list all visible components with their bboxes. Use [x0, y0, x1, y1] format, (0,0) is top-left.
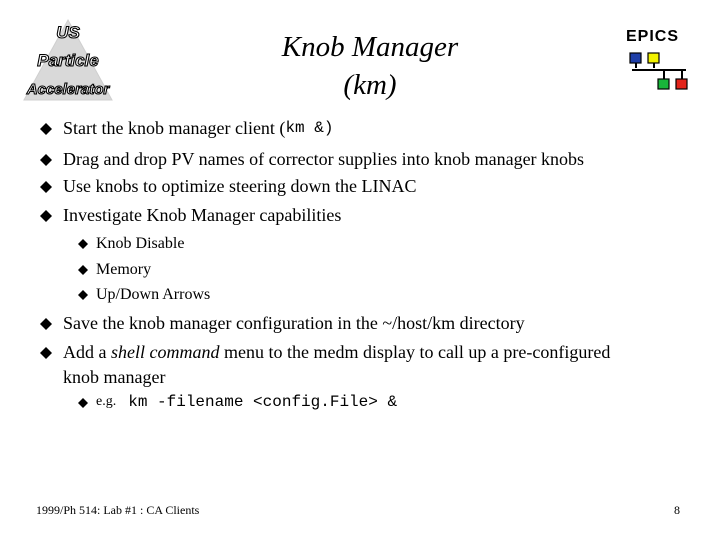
epics-label: EPICS: [626, 28, 680, 45]
us-particle-accelerator-logo: [22, 18, 114, 104]
epics-network-icon: [626, 50, 692, 94]
epics-logo: [626, 28, 696, 94]
bullet-item-shell-command: Add a shell command menu to the medm display to call up a pre-configured: [63, 342, 611, 362]
bullet-diamond-icon: [40, 318, 52, 330]
sub-item-memory: Memory: [96, 261, 152, 278]
footer-course-label: 1999/Ph 514: Lab #1 : CA Clients: [36, 503, 200, 517]
svg-text:Particle: Particle: [37, 51, 99, 70]
sub-item-knob-disable: Knob Disable: [96, 235, 185, 252]
page-title: [240, 28, 500, 104]
sub-bullet-diamond-icon: [78, 290, 88, 300]
bullet-diamond-icon: [40, 347, 52, 359]
title-line-1: Knob Manager: [281, 31, 459, 63]
bullet-item-start-client: Start the knob manager client ( km &): [63, 118, 334, 138]
bullet-diamond-icon: [40, 181, 52, 193]
bullet-item-shell-command-cont: knob manager: [63, 367, 166, 387]
sub-bullet-diamond-icon: [78, 398, 88, 408]
bullet-item-use-knobs: Use knobs to optimize steering down the LINAC: [63, 176, 417, 196]
bullet-item-save-config: Save the knob manager configuration in the ~/host/km directory: [63, 313, 525, 333]
title-line-2: (km): [343, 69, 397, 101]
sub-item-example: e.g. km -filename <config.File> &: [96, 393, 398, 411]
bullet-diamond-icon: [40, 210, 52, 222]
svg-text:US: US: [56, 23, 80, 42]
svg-text:Accelerator: Accelerator: [26, 81, 110, 98]
sub-bullet-diamond-icon: [78, 239, 88, 249]
bullet-item-investigate: Investigate Knob Manager capabilities: [63, 205, 342, 225]
bullet-diamond-icon: [40, 154, 52, 166]
sub-item-up-down-arrows: Up/Down Arrows: [96, 286, 211, 303]
bullet-diamond-icon: [40, 123, 52, 135]
bullet-item-drag-drop: Drag and drop PV names of corrector supplies into knob manager knobs: [63, 149, 585, 169]
sub-bullet-diamond-icon: [78, 265, 88, 275]
page-number: 8: [674, 503, 680, 517]
